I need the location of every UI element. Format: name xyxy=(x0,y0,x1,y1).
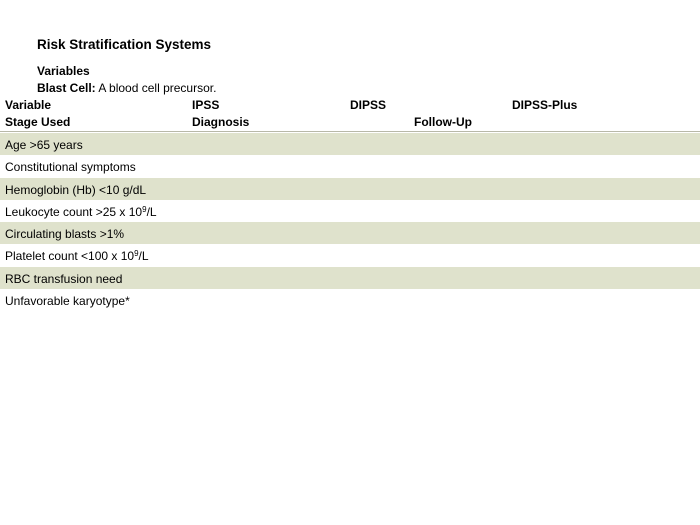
row-label: Leukocyte count >25 x 10 xyxy=(5,204,143,219)
row-label: Unfavorable karyotype* xyxy=(5,294,130,309)
variables-table-body xyxy=(0,133,700,311)
table-row xyxy=(0,133,700,155)
header-ipss: IPSS xyxy=(192,98,220,112)
table-row xyxy=(0,244,700,266)
table-row xyxy=(0,200,700,222)
table-row xyxy=(0,178,700,200)
definition-line xyxy=(37,81,216,95)
table-row xyxy=(0,289,700,311)
row-label: Age >65 years xyxy=(5,138,83,152)
row-label: Platelet count <100 x 10 xyxy=(5,249,135,264)
header-variable: Variable xyxy=(5,98,52,112)
row-label-superscript: 9 xyxy=(134,249,139,259)
row-label: Hemoglobin (Hb) <10 g/dL xyxy=(5,182,147,197)
header-dipss: DIPSS xyxy=(350,98,387,112)
definition-text: A blood cell precursor. xyxy=(95,81,217,95)
subheader-follow-up: Follow-Up xyxy=(414,115,472,129)
definition-term: Blast Cell: xyxy=(37,81,96,95)
row-label: Circulating blasts >1% xyxy=(5,227,125,242)
page-title: Risk Stratification Systems xyxy=(37,37,212,52)
header-divider xyxy=(0,131,700,132)
header-dipss-plus: DIPSS-Plus xyxy=(512,98,578,112)
variables-heading: Variables xyxy=(37,64,90,78)
row-label: Constitutional symptoms xyxy=(5,160,136,175)
row-label-unit: /L xyxy=(146,204,157,219)
row-label-unit: /L xyxy=(138,249,149,264)
row-label-superscript: 9 xyxy=(142,204,147,214)
table-row xyxy=(0,267,700,289)
table-row xyxy=(0,155,700,177)
subheader-stage-used: Stage Used xyxy=(5,115,71,129)
row-label: RBC transfusion need xyxy=(5,271,123,286)
table-row xyxy=(0,222,700,244)
subheader-diagnosis: Diagnosis xyxy=(192,115,250,129)
